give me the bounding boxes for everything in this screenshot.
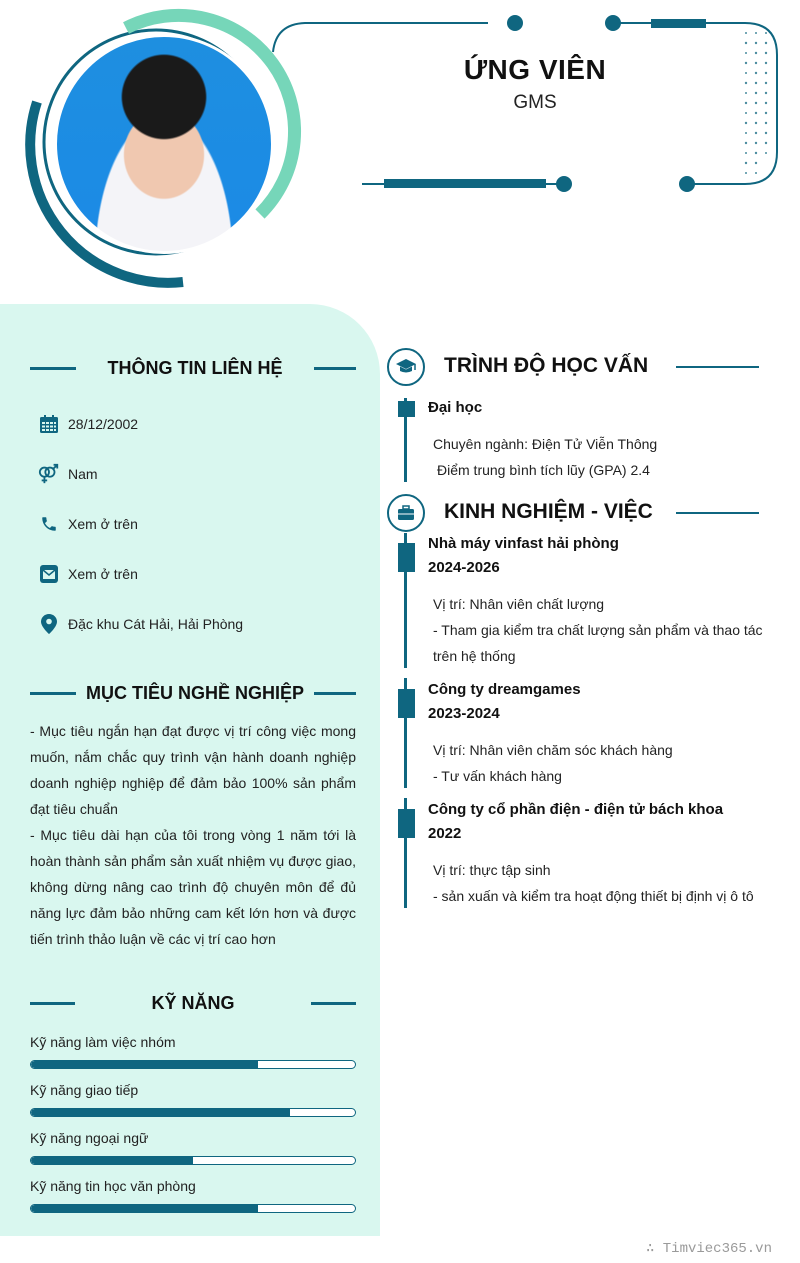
divider [314, 367, 356, 370]
watermark: ∴ Timviec365.vn [645, 1241, 772, 1257]
location-icon [38, 613, 60, 635]
experience-company: Công ty dreamgames [428, 681, 581, 698]
education-gpa: Điểm trung bình tích lũy (GPA) 2.4 [437, 462, 650, 478]
objective-text [30, 718, 356, 952]
avatar-container [18, 18, 294, 294]
address-value: Đặc khu Cát Hải, Hải Phòng [68, 616, 244, 632]
skill-progress-fill [31, 1061, 258, 1068]
contact-section-header [30, 358, 356, 379]
experience-company: Nhà máy vinfast hải phòng [428, 535, 619, 552]
skill-label: Kỹ năng tin học văn phòng [30, 1178, 196, 1194]
experience-icon-badge [387, 494, 425, 532]
candidate-name: ỨNG VIÊN [463, 54, 607, 85]
contact-item-phone [38, 513, 138, 535]
gender-value: Nam [68, 466, 98, 482]
calendar-icon [38, 413, 60, 435]
skills-section-title: KỸ NĂNG [151, 993, 235, 1013]
divider [676, 512, 759, 514]
contact-item-address [38, 613, 243, 635]
birthday-value: 28/12/2002 [68, 416, 139, 432]
education-icon-badge [387, 348, 425, 386]
skill-label: Kỹ năng giao tiếp [30, 1082, 139, 1098]
experience-line: trên hệ thống [433, 648, 516, 664]
experience-line: - Tham gia kiểm tra chất lượng sản phẩm và thao tác [433, 622, 763, 638]
objective-short-term: - Mục tiêu ngắn hạn đạt được vị trí công việc mong muốn, nắm chắc quy trình vận hành doanh nghiệp doanh nghiệp nghiệp để đảm bảo 100% sản phẩm đạt tiêu chuẩn [30, 723, 356, 817]
contact-item-email [38, 563, 138, 585]
gender-icon [38, 463, 60, 485]
experience-line: Vị trí: thực tập sinh [433, 862, 551, 878]
objective-long-term: - Mục tiêu dài hạn của tôi trong vòng 1 năm tới là hoàn thành sản phẩm sản xuất nhiệm vụ được giao, không dừng nâng cao trình độ chuyên môn để đủ năng lực đảm bảo những cam kết lớn hơn và được tiến trình thảo luận về các vị trí cao hơn [30, 827, 356, 947]
phone-icon [38, 513, 60, 535]
education-major: Chuyên ngành: Điện Tử Viễn Thông [433, 436, 658, 452]
skill-progress-bar [30, 1156, 356, 1165]
experience-line: - sản xuấn và kiểm tra hoạt động thiết bị định vị ô tô [433, 888, 754, 904]
timeline-marker [398, 689, 415, 718]
experience-period: 2024-2026 [428, 559, 500, 576]
objective-section-header [30, 683, 356, 704]
avatar [54, 34, 274, 254]
experience-section-title: KINH NGHIỆM - VIỆC [444, 500, 653, 523]
skill-progress-fill [31, 1205, 258, 1212]
briefcase-icon [397, 505, 415, 521]
phone-value: Xem ở trên [68, 516, 138, 532]
objective-section-title: MỤC TIÊU NGHỀ NGHIỆP [85, 683, 304, 703]
education-section-title: TRÌNH ĐỘ HỌC VẤN [444, 354, 649, 377]
skill-progress-bar [30, 1108, 356, 1117]
email-value: Xem ở trên [68, 566, 138, 582]
divider [30, 367, 76, 370]
timeline-marker [398, 809, 415, 838]
education-school: Đại học [428, 399, 483, 416]
graduation-cap-icon [395, 358, 417, 376]
experience-period: 2022 [428, 825, 462, 842]
skill-item [30, 1130, 356, 1165]
timeline-marker [398, 401, 415, 417]
experience-period: 2023-2024 [428, 705, 500, 722]
skill-progress-fill [31, 1109, 290, 1116]
divider [30, 1002, 75, 1005]
skill-item [30, 1034, 356, 1069]
skill-progress-fill [31, 1157, 193, 1164]
divider [314, 692, 356, 695]
divider [676, 366, 759, 368]
skill-progress-bar [30, 1204, 356, 1213]
divider [311, 1002, 356, 1005]
divider [30, 692, 76, 695]
experience-company: Công ty cổ phần điện - điện tử bách khoa [428, 801, 724, 818]
contact-item-birthday [38, 413, 138, 435]
skill-label: Kỹ năng làm việc nhóm [30, 1034, 176, 1050]
skill-progress-bar [30, 1060, 356, 1069]
experience-line: - Tư vấn khách hàng [433, 768, 562, 784]
experience-line: Vị trí: Nhân viên chất lượng [433, 596, 605, 612]
timeline-marker [398, 543, 415, 572]
skill-item [30, 1082, 356, 1117]
experience-line: Vị trí: Nhân viên chăm sóc khách hàng [433, 742, 673, 758]
contact-item-gender [38, 463, 98, 485]
skills-section-header [30, 993, 356, 1014]
candidate-subtitle: GMS [513, 92, 557, 113]
email-icon [38, 563, 60, 585]
contact-section-title: THÔNG TIN LIÊN HỆ [107, 358, 283, 378]
skill-item [30, 1178, 356, 1213]
skill-label: Kỹ năng ngoại ngữ [30, 1130, 149, 1146]
